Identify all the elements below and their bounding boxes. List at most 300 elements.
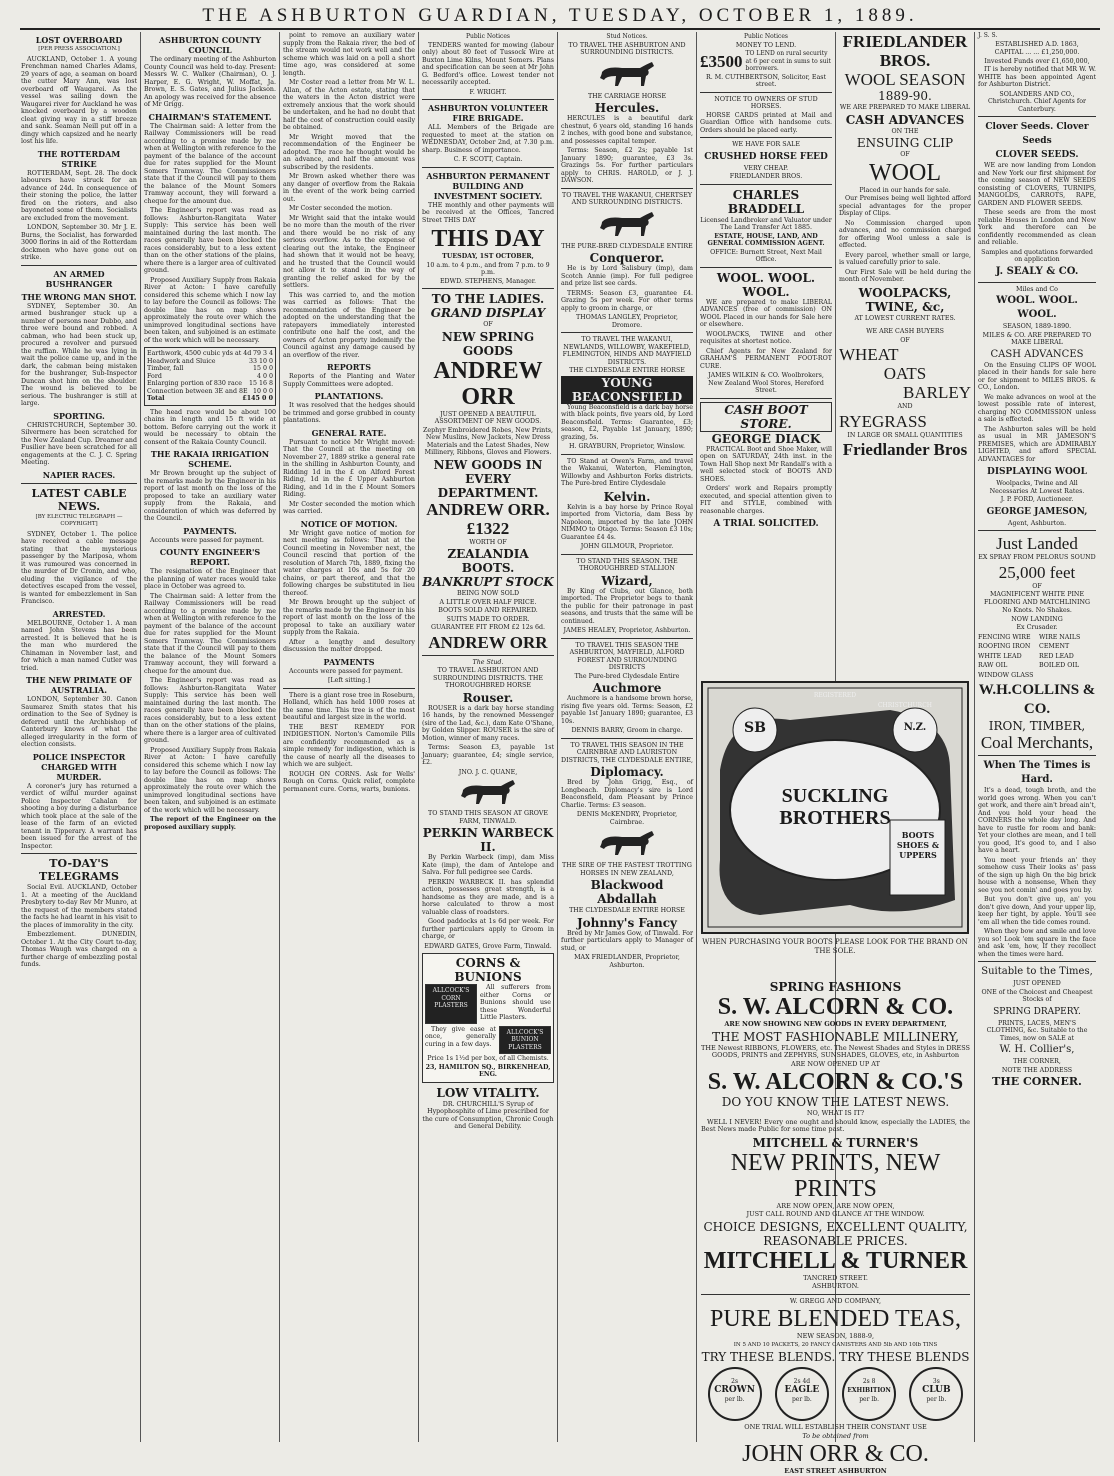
ad-text: ONE of the Choicest and Cheapest Stocks of xyxy=(981,988,1093,1003)
horse-name: Diplomacy. xyxy=(590,765,664,779)
notice: MONEY TO LEND. xyxy=(735,41,797,49)
table-row: Earthwork, 4500 cubic yds at 4d 79 3 4 xyxy=(147,350,273,357)
notice: PERKIN WARBECK II. has splendid action, possesses great strength, is a handsome as they are made, and is a horse calculated to throw a most valuable class of roadsters. xyxy=(422,878,554,916)
ad-text: ARE NOW SHOWING NEW GOODS IN EVERY DEPARTMENT, xyxy=(724,1020,947,1028)
ad-text: THE CORNER, xyxy=(1013,1058,1061,1065)
notice: Kelvin is a bay horse by Prince Royal imported from Victoria, dam Bess by Napoleon, imported by the late JOHN NIMMO to Otago. Terms: Season £3 10s; Guarantee £4 4s. xyxy=(561,503,693,541)
headline: GENERAL RATE. xyxy=(311,427,387,438)
ad-text: A LITTLE OVER HALF PRICE. xyxy=(439,598,537,606)
notice: Chief Agents for New Zealand for GRAHAM'S PERMANENT FOOT-ROT CURE. xyxy=(700,347,832,370)
tea-badge: 2s CROWN per lb. xyxy=(708,1367,762,1421)
column-council xyxy=(141,32,279,1442)
headline: ARRESTED. xyxy=(52,608,106,619)
notice: TO TRAVEL THE ASHBURTON AND SURROUNDING DISTRICTS. xyxy=(568,41,686,56)
article: The Engineer's report was read as follows: Ashburton-Rangitata Water Supply: This service has been well maintained during the last month. The races generally have been blocked the races considerably, but to a less extent than on the other stations of the plains, where there is a larger area of cultivated ground. xyxy=(144,207,276,274)
article: AUCKLAND, October 1. A young Frenchman named Charles Adams, 29 years of age, a seaman on board the cutter Mary Ann, was lost overboard off Waugarei. As the vessel was sailing down the Waugarei river for Auckland he was knocked overboard by a wooden cleat giving way in a stiff breeze and sank. Seaman Neill put off in a dingy which capsized and he nearly lost his life. xyxy=(21,55,137,145)
divider xyxy=(21,853,137,854)
ad-text: Our Premises being well lighted afford special advantages for the proper Display of Clips. xyxy=(839,195,971,217)
ad-text: We make advances on wool at the lowest possible rate of interest, charging NO COMMISSION unless a sale is effected. xyxy=(978,393,1096,423)
article: A coroner's jury has returned a verdict of wilful murder against Police Inspector Cahalan for shooting a boy during a disturbance which took place at the sale of the lease of the farm of an evicted tenant in Tipperary. A warrant has been issued for the arrest of the Inspector. xyxy=(21,782,137,850)
headline: WOOL. WOOL. WOOL. xyxy=(716,270,816,299)
ad-text: PRINTS, LACES, MEN'S CLOTHING, &c. Suitable to the Times, now on SALE at xyxy=(986,1019,1088,1042)
headline: THE WRONG MAN SHOT. xyxy=(21,291,137,302)
headline: ZEALANDIA BOOTS. xyxy=(447,547,529,575)
masthead: THE ASHBURTON GUARDIAN, TUESDAY, OCTOBER 1, 1889. xyxy=(20,4,1100,30)
headline: THE CORNER. xyxy=(992,1075,1082,1088)
ad-text: SUITS MADE TO ORDER. xyxy=(446,615,530,623)
column-notices-right xyxy=(697,32,835,529)
article: MELBOURNE, October 1. A man named John Stevens has been arrested. It is believed that he is the man who murdered the Chinaman in November last, and for which a man named Cutler was tried. xyxy=(21,619,137,672)
headline: THE NEW PRIMATE OF AUSTRALIA. xyxy=(25,675,133,695)
horse-icon xyxy=(592,828,662,860)
headline: LOW VITALITY. xyxy=(436,1085,540,1100)
divider xyxy=(700,398,832,399)
year: 1889-90. xyxy=(878,89,932,103)
ad-text: ARE NOW OPENED UP AT xyxy=(791,1059,880,1068)
signature: THOMAS LANGLEY, Proprietor, Dromore. xyxy=(575,314,679,329)
ad-text: TANCRED STREET. xyxy=(803,1273,868,1282)
notice: The Pure-bred Clydesdale Entire xyxy=(574,672,680,680)
headline: NOTICE OF MOTION. xyxy=(300,518,398,529)
notice: ESTATE, HOUSE, LAND, AND GENERAL COMMISSION AGENT. xyxy=(707,232,825,247)
ad-text: WE ARE PREPARED TO MAKE LIBERAL xyxy=(839,104,971,111)
ad-text: Ex Crusader. xyxy=(1016,624,1058,631)
notice: THE SIRE OF THE FASTEST TROTTING HORSES IN NEW ZEALAND, xyxy=(562,862,692,877)
ad-text: ONE TRIAL WILL ESTABLISH THEIR CONSTANT USE xyxy=(744,1423,927,1431)
advertiser-name: GEORGE JAMESON, xyxy=(986,506,1088,517)
ad-text: 23, HAMILTON SQ., BIRKENHEAD, ENG. xyxy=(425,1063,551,1078)
ad-text: JUST CALL ROUND AND GLANCE AT THE WINDOW. xyxy=(746,1210,925,1218)
article: SYDNEY, October 1. The police have received a cable message stating that the mysterious passenger by the Mariposa, whom it was rumoured was concerned in the murder of Dr Cronin, and who, eluding the vigilance of the detectives escaped from the vessel, is wanted for embezzlement in San Francisco. xyxy=(21,530,137,605)
ad-text: WE ARE CASH BUYERS xyxy=(866,328,944,335)
goods-list xyxy=(978,634,1096,680)
text: J. S. S. xyxy=(978,32,998,39)
article: ROTTERDAM, Sept. 28. The dock labourers have struck for an advance of 24d. In consequence of their stoning the police, the latter fired on the rioters, and also bayoneted some of them. Socialists are excluded from the movement. xyxy=(21,169,137,222)
article: The ordinary meeting of the Ashburton County Council was held to-day. Present: Messrs W. C. Walker (Chairman), O. J. Harper, E. G. Wright, W. Moffat, Ja. Brown, E. S. Gates, and Julius Jackson. An apology was received for the absence of Mr Grigg. xyxy=(144,56,276,108)
divider xyxy=(422,655,554,656)
plaster-label: ALLCOCK'S BUNION PLASTERS xyxy=(499,1026,551,1055)
article: Mr Brown asked whether there was any danger of overflow from the Rakaia in the event of the work being carried out. xyxy=(283,173,415,203)
ad-text: IN 5 AND 10 PACKETS, 20 FANCY CANISTERS AND 5lb AND 10lb TINS xyxy=(733,1341,938,1348)
notice: NOTICE TO OWNERS OF STUD HORSES. xyxy=(714,95,818,110)
article: Mr Wright said that the intake would be no more than the mouth of the river and there would be no risk of any serious overflow. As to the expense of clearing out the intake, the Engineer had shown that it would not be heavy, and he trusted that the Council would not allow it to stand in the way of granting the relief asked for by the settlers. xyxy=(283,214,415,289)
notice: HORSE CARDS printed at Mail and Guardian Office with handsome cuts. Orders should be placed early. xyxy=(700,111,832,134)
article: Mr Brown brought up the subject of the remarks made by the Engineer in his report of last month on the loss of the proposed to take an auxiliary water supply from the Rakaia, and consideration of which was deferred by the Council. xyxy=(144,470,276,522)
headline: BANKRUPT STOCK xyxy=(422,575,554,589)
notice: TERMS: Season £3, guarantee £4. Grazing 5s per week. For other terms apply to groom in charge, or xyxy=(561,289,693,312)
notice: THE CARRIAGE HORSE xyxy=(587,92,667,100)
headline: ASHBURTON VOLUNTEER FIRE BRIGADE. xyxy=(427,103,549,123)
headline: SPORTING. xyxy=(53,410,105,421)
advertiser-name: ANDREW ORR. xyxy=(426,499,550,519)
ad-text: DR. CHURCHILL'S Syrup of Hypophosphite of Lime prescribed for the cure of Consumption, Chronic Cough and General Debility. xyxy=(422,1100,554,1130)
divider xyxy=(700,184,832,185)
divider xyxy=(978,282,1096,283)
divider xyxy=(561,554,693,555)
headline: GRAND DISPLAY xyxy=(430,306,546,320)
divider xyxy=(701,1294,970,1295)
notice: TO TRAVEL ASHBURTON AND SURROUNDING DISTRICTS. THE THOROUGHBRED HORSE xyxy=(433,667,543,689)
headline: LATEST CABLE NEWS. xyxy=(31,486,127,513)
advertiser-name: S. W. ALCORN & CO.'S xyxy=(707,1069,964,1095)
notice: Bred by John Grigg, Esq., of Longbeach. Diplomacy's sire is Lord Beaconsfield, dam Pleasant by Prince Charlie. Terms: £3 season. xyxy=(561,779,693,809)
article: The report of the Engineer on the proposed auxiliary supply. xyxy=(144,816,276,831)
list-item: RAW OIL xyxy=(978,662,1008,669)
divider xyxy=(561,638,693,639)
advertiser-name: MITCHELL & TURNER'S xyxy=(752,1135,919,1150)
table-row: Connection between 3E and 8E 10 0 0 xyxy=(147,387,273,395)
poem: But you don't give up, an' you don't give down, And your upper lip, keep her tight, by apple. You'll see 'em all when the tide comes round. xyxy=(978,896,1096,926)
signature: Agent, Ashburton. xyxy=(1007,519,1067,527)
ad-text: OF xyxy=(1032,582,1042,590)
poem: It's a dead, tough broth, and the world goes wrong. When you can't get work, and there ain't bread ain't, And you hold your head the CORNERS the whole day long. And have to rustle for room and bank: Yet your clothes are mean, and I tell you good, It's good to, and I also have a heart. xyxy=(978,787,1096,854)
ad-text: MILES & CO. ARE PREPARED TO MAKE LIBERAL xyxy=(982,331,1092,346)
headline: WHEAT xyxy=(839,345,899,364)
headline: SPRING FASHIONS xyxy=(769,980,902,994)
ad-text: THE Newest RIBBONS, FLOWERS, etc. The Newest Shades and Styles in DRESS GOODS, PRINTS and ZEPHYRS, SUNSHADES, GLOVES, etc, in Ashburton xyxy=(701,1043,970,1059)
article: Proposed Auxiliary Supply from Rakaia River at Acton: I have carefully considered this scheme which I now lay to lay before the Council as follows: The double line has on map shows approximately the route over which the unimproved longitudinal sections have been taken, and subjoined is an estimate of the work which will be necessary. xyxy=(144,276,276,344)
horse-name: Johnny's Fancy xyxy=(576,915,678,930)
headline: RYEGRASS xyxy=(839,411,927,431)
article: The head race would be about 100 chains in length and 15 ft wide at bottom. Before carrying out the work it would be necessary to obtain the consent of the Rakaia County Council. xyxy=(144,408,276,446)
divider xyxy=(422,99,554,100)
article: SYDNEY, September 30. An armed bushranger stuck up a number of persons near Dubbo, and three were bound and robbed. A cabman, who had been stuck up, procured a revolver and pursued the ruffian. While he was lying in wait the police came up, and in the dark, the cabman being mistaken for the bushranger, Sub-Inspector Duncan shot him on the shoulder. The wound is believed to be serious. The bushranger is still at large. xyxy=(21,302,137,407)
table-row: Enlarging portion of 830 race 15 16 8 xyxy=(147,380,273,387)
article: Accounts were passed for payment. xyxy=(289,667,403,675)
ad-text: EAST STREET ASHBURTON xyxy=(784,1467,887,1475)
headline: CASH ADVANCES xyxy=(845,112,965,127)
ad-text: They give ease at once, generally curing in a few days. xyxy=(425,1025,496,1048)
article: The resignation of the Engineer that the planning of water races would take place in October was agreed to. xyxy=(144,568,276,590)
article: point to remove an auxiliary water supply from the Rakaia river, the bed of the stream would not work well and the scheme which was laid on a poll a short time ago, was considered at some length. xyxy=(283,32,415,77)
headline: CASH BOOT STORE. xyxy=(700,402,832,432)
ad-text: OF xyxy=(900,151,910,158)
notice: By Perkin Warbeck (imp), dam Miss Kate (imp), the dam of Antelope and Salva. For full pedigree see Cards. xyxy=(422,854,554,876)
text: OF xyxy=(483,321,493,328)
ad-text: Samples and quotations forwarded on application xyxy=(981,248,1093,263)
notice: By King of Clubs, out Glance, both imported. The Proprietor begs to thank the public for their patronage in past seasons, and trusts that the same will be continued. xyxy=(561,587,693,625)
advertiser-name: GEORGE DIACK xyxy=(711,431,821,446)
divider xyxy=(561,332,693,333)
divider xyxy=(283,688,415,689)
ad-text: Zephyr Embroidered Robes, New Prints, New Muslins, New Jackets, New Dress Materials and the Latest Shades, New Millinery, Ribbons, Gloves and Flowers. xyxy=(423,426,553,456)
signature: H. GRAYBURN, Proprietor, Winslow. xyxy=(568,443,686,450)
article: Accounts were passed for payment. xyxy=(150,536,264,544)
divider xyxy=(561,188,693,189)
horse-name: Kelvin. xyxy=(603,489,651,504)
ad-text: Invested Funds over £1,650,000, xyxy=(984,57,1090,65)
notice: TO TRAVEL THE WAKANUI, CHERTSEY AND SURROUNDING DISTRICTS. xyxy=(562,191,692,206)
date: TUESDAY, 1ST OCTOBER, xyxy=(442,253,534,260)
article: THE BEST REMEDY FOR INDIGESTION. Norton's Camomile Pills are confidently recommended as a simple remedy for indigestion, which is the cause of nearly all the diseases to which we are subject. xyxy=(283,723,415,768)
corns-ad xyxy=(422,953,554,1083)
list-item: WINDOW GLASS xyxy=(978,671,1034,679)
article: ROUGH ON CORNS. Ask for Wells' Rough on Corns. Quick relief, complete permanent cure. Corns, warts, bunions. xyxy=(283,770,415,793)
advertiser-name: JOHN ORR & CO. xyxy=(742,1441,929,1467)
divider xyxy=(422,167,554,168)
article: It was resolved that the hedges should be trimmed and gorse grubbed in county plantations. xyxy=(283,402,415,424)
this-day-heading: THIS DAY xyxy=(431,226,545,252)
ad-text: Placed in our hands for sale. xyxy=(859,186,951,194)
article: Mr Coster seconded the motion. xyxy=(289,205,393,212)
horse-name: YOUNG BEACONSFIELD xyxy=(561,376,693,404)
signature: C. F. SCOTT, Captain. xyxy=(453,156,523,163)
headline: LOST OVERBOARD xyxy=(35,35,123,45)
article: Mr Wright moved that the recommendation of the Engineer be adopted. The race he thought would be an advance, and half the amount was subscribed by the residents. xyxy=(283,133,415,171)
column-public-notices xyxy=(419,32,557,1442)
section-label: The Stud. xyxy=(472,658,504,666)
article: Mr Wright gave notice of motion for next meeting as follows: That at the Council meeting in November next, the Council rescind that portion of the resolution of March 7th, 1889, fixing the water charges at 10s and 5s for 20 chains, or part thereof, and that the following charges be substituted in lieu thereof. xyxy=(283,529,415,597)
source: [BY ELECTRIC TELEGRAPH — COPYRIGHT] xyxy=(35,513,123,527)
divider xyxy=(561,454,693,455)
headline: OATS xyxy=(883,364,927,383)
ad-text: CHOICE DESIGNS, EXCELLENT QUALITY, REASONABLE PRICES. xyxy=(703,1219,968,1248)
notice: Bred by Mr James Gow, of Tinwald. For further particulars apply to Manager of stud, or xyxy=(561,929,693,952)
article: Pursuant to notice Mr Wright moved: That the Council at the meeting on November 27, 1889 strike a general rate in the shilling in Ashburton County, and Ridding 1d in the £ on Alford Forest Riding, 1d in the £ Upper Ashburton Riding, and 1d in the £ Mount Somers Riding. xyxy=(283,438,415,498)
section-label: Public Notices xyxy=(743,33,789,40)
signature: JAMES WILKIN & CO. Woolbrokers, New Zealand Wool Stores, Hereford Street. xyxy=(708,372,824,394)
headline: NEW PRINTS, NEW PRINTS xyxy=(730,1149,941,1202)
signature: R. M. CUTHBERTSON, Solicitor, East street. xyxy=(705,73,827,88)
ad-text: On the Ensuing CLIPS OF WOOL placed in their hands for sale here or for shipment to MILES BROS. & CO., London. xyxy=(978,361,1096,391)
advertiser-name: MITCHELL & TURNER xyxy=(703,1247,968,1274)
article: Mr Brown brought up the subject of the remarks made by the Engineer in his report of last month on the loss of the proposal to take an auxiliary water supply from the Rakaia. xyxy=(283,599,415,636)
ad-text: No Knots. No Shakes. xyxy=(1002,607,1072,614)
poem-title: When The Times is Hard. xyxy=(983,760,1091,785)
headline: DO YOU KNOW THE LATEST NEWS. xyxy=(721,1095,950,1109)
headline: DISPLAYING WOOL xyxy=(987,467,1087,477)
ad-text: BOOTS SOLD AND REPAIRED. xyxy=(438,607,538,614)
divider xyxy=(21,265,137,266)
advertiser-name: S. W. ALCORN & CO. xyxy=(717,994,954,1020)
divider xyxy=(978,530,1096,531)
horse-name: Wizard, xyxy=(601,573,653,588)
ad-text: JUST OPENED A BEAUTIFUL ASSORTMENT OF NEW GOODS. xyxy=(434,410,542,425)
logo-text: SUCKLING BROTHERS xyxy=(779,785,891,829)
source: [PER PRESS ASSOCIATION.] xyxy=(38,46,120,52)
list-item: FENCING WIRE xyxy=(978,633,1031,641)
ad-text: NOTE THE ADDRESS xyxy=(1001,1066,1073,1074)
hours: 10 a.m. to 4 p.m., and from 7 p.m. to 9 p.m. xyxy=(426,261,550,276)
notice: THE CLYDESDALE ENTIRE HORSE xyxy=(569,907,685,914)
headline: WOOL xyxy=(869,159,941,186)
ad-text: WE are now landing from London and New York our first shipment for the coming season of NEW SEEDS consisting of CLOVERS, TURNIPS, MANGOLDS, CARROTS, RAPE, GARDEN AND FLOWER SEEDS. xyxy=(978,162,1096,207)
headline: THE ROTTERDAM STRIKE xyxy=(37,148,121,169)
advertiser-name: W.H.COLLINS & CO. xyxy=(978,682,1096,717)
notice: TO TRAVEL THIS SEASON IN THE CAIRNBRAE AND LAURISTON DISTRICTS, THE CLYDESDALE ENTIRE, xyxy=(561,741,693,764)
headline: WOOL. WOOL. WOOL. xyxy=(996,295,1078,320)
article: This was carried to, and the motion was carried as follows: That the recommendation of the Engineer be adopted on the understanding that the ratepayers immediately interested contribute one half the cost, and the owners of Acton property indemnify the Council against any damage caused by an overflow of the river. xyxy=(283,291,415,359)
plaster-label: ALLCOCK'S CORN PLASTERS xyxy=(425,984,477,1024)
notice: Auchmore is a handsome brown horse, rising five years old. Terms: Season, £2 payable 1st January 1890; guarantee, £3 10s. xyxy=(561,695,693,725)
article: After a lengthy and desultory discussion the matter dropped. xyxy=(283,638,415,653)
notice: VERY CHEAP. xyxy=(743,164,789,172)
ad-text: THE MOST FASHIONABLE MILLINERY, xyxy=(712,1029,959,1044)
list-item: CEMENT xyxy=(1039,643,1070,650)
table-row: Total £145 0 0 xyxy=(147,395,273,402)
notice: TO TRAVEL THE WAKANUI, NEWLANDS, WILLOWBY, WAKEFIELD, FLEMINGTON, HINDS AND MAYFIELD DISTRICTS. xyxy=(562,336,692,366)
horse-icon xyxy=(453,778,523,808)
table-row: Headwork and Sluice 33 10 0 xyxy=(147,357,273,365)
article: Embezzlement. DUNEDIN, October 1. At the City Court to-day, Thomas Waugh was charged on a further charge of embezzling postal funds. xyxy=(21,931,137,968)
headline: TO-DAY'S TELEGRAMS xyxy=(39,857,119,883)
divider xyxy=(978,755,1096,756)
horse-icon xyxy=(592,209,662,241)
list-item: ROOFING IRON xyxy=(978,643,1031,650)
ad-text: GUARANTEE FIT FROM £2 12s 6d. xyxy=(431,624,545,631)
ad-text: CAPITAL ... ... £1,250,000. xyxy=(994,49,1080,56)
headline: Suitable to the Times, xyxy=(981,966,1093,977)
notice: HERCULES is a beautiful dark chestnut, 6 years old, standing 16 hands 2 inches, with good bone and substance, and possesses capital temper. xyxy=(561,115,693,145)
advertiser-name: W. H. Collier's, xyxy=(999,1044,1075,1055)
headline: IRON, TIMBER, xyxy=(988,719,1086,733)
horse-icon xyxy=(592,59,662,91)
tea-badge: 2s 4d EAGLE per lb. xyxy=(775,1367,829,1421)
headline: 25,000 feet xyxy=(998,562,1076,582)
headline: PLANTATIONS. xyxy=(314,391,384,401)
logo-text: N.Z. xyxy=(903,722,927,733)
list-item: WIRE NAILS xyxy=(1039,633,1081,641)
ad-text: NOW LANDING xyxy=(1011,615,1063,623)
ad-text: IT is hereby notified that MR W. W. WHITE has been appointed Agent for Ashburton District. xyxy=(978,66,1096,88)
ad-text: TRY THESE BLENDS. TRY THESE BLENDS xyxy=(701,1350,970,1364)
article: Mr Coster seconded the motion which was carried. xyxy=(283,500,415,515)
table-row: Ford 4 0 0 xyxy=(147,372,273,380)
headline: A TRIAL SOLICITED. xyxy=(713,519,819,529)
column-far-right xyxy=(975,32,1099,1442)
headline: Coal Merchants, xyxy=(980,733,1094,752)
ad-text: All sufferers from either Corns or Bunions should use these Wonderful Little Plasters. xyxy=(480,984,551,1021)
section-label: Public Notices xyxy=(465,33,511,40)
section-label: Stud Notices. xyxy=(606,33,648,40)
horse-name: Conqueror. xyxy=(589,251,665,265)
amount: £3500 xyxy=(700,51,743,71)
ad-text: Every parcel, whether small or large, is valued carefully prior to sale. xyxy=(839,251,971,266)
signature: EDWD. STEPHENS, Manager. xyxy=(439,277,537,285)
advertiser-name: ANDREW ORR xyxy=(428,632,548,652)
notice: THE monthly and other payments will be received at the Offices, Tancred Street THIS DAY xyxy=(422,201,554,224)
ad-text: Our First Sale will be held during the month of November. xyxy=(839,268,971,283)
logo-text: REGISTERED xyxy=(813,692,857,699)
column-friedlander xyxy=(836,32,974,682)
divider xyxy=(422,288,554,289)
signature: MAX FRIEDLANDER, Proprietor, Ashburton. xyxy=(574,954,680,969)
advertiser-name: Friedlander Bros xyxy=(842,440,968,459)
headline: NEW GOODS IN EVERY DEPARTMENT. xyxy=(433,457,543,500)
ad-text: To be obtained from xyxy=(802,1431,869,1440)
notice: ALL Members of the Brigade are requested to meet at the station on WEDNESDAY, October 2nd, at 7.30 p.m. sharp. Business of importance. xyxy=(422,124,554,154)
headline: WOOL SEASON xyxy=(844,70,966,89)
divider xyxy=(700,267,832,268)
article: CHRISTCHURCH, September 30. Silvermere has been scratched for the New Zealand Cup. Dreamer and Fusilier have been scratched for all engagements at the C. J. C. Spring Meeting. xyxy=(21,421,137,466)
list-item: RED LEAD xyxy=(1039,652,1074,660)
advertiser-name: FRIEDLANDER BROS. xyxy=(842,32,968,70)
ad-text: IN LARGE OR SMALL QUANTITIES xyxy=(847,431,963,439)
notice: He is by Lord Salisbury (imp), dam Scotch Annie (imp). For full pedigree and prize list see cards. xyxy=(561,265,693,287)
headline: Just Landed xyxy=(996,534,1078,553)
ad-text: MAGNIFICENT WHITE PINE FLOORING AND MATCHLINING xyxy=(983,591,1091,606)
notice: Young Beaconsfield is a dark bay horse with black points, five years old, by Lord Beaconsfield. Terms: Guarantee, £3; season, £2, Payable 1st January, 1890; grazing, 5s. xyxy=(561,403,693,441)
article: LONDON, September 30. Canon Saumarez Smith states that his ordination to the See of Sydney is deferred until the Archbishop of Canterbury knows of what the alleged irregularity in the form of election consists. xyxy=(21,696,137,748)
signature: F. WRIGHT. xyxy=(469,88,507,96)
signature: J. P. FORD, Auctioneer. xyxy=(1000,496,1074,503)
notice: Terms: Season £3, payable 1st January; guarantee, £4; single service, £2. xyxy=(422,744,554,766)
ad-text: OF xyxy=(900,336,910,344)
divider xyxy=(978,961,1096,962)
advertiser-name: CHARLES BRADDELL xyxy=(727,187,805,216)
notice: WOOLPACKS, TWINE and other requisites at shortest notice. xyxy=(700,330,832,345)
notice: Terms: Season, £2 2s; payable 1st January 1890; guarantee, £3 3s. Grazings 5s. For further particulars apply to CHRIS. HAROLD, or J. J. DAWSON. xyxy=(561,147,693,184)
amount: £1322 xyxy=(466,518,510,538)
article: The Chairman said: A letter from the Railway Commissioners will be read according to a promise made by me when at Wellington with reference to the payment of the balance of the account due for rates supplied for the Mount Somers Tramway. The Commissioners state that if the Council will pay to them the balance of the Mount Somers Tramway account, they will forward a cheque for the amount due. xyxy=(144,592,276,675)
signature: JOHN GILMOUR, Proprietor. xyxy=(580,543,674,550)
signature: JNO. J. C. QUANE, xyxy=(458,768,518,776)
signature: JAMES HEALEY, Proprietor, Ashburton. xyxy=(563,627,691,634)
article: The Chairman said: A letter from the Railway Commissioners will be read according to a promise made by me when at Wellington with reference to the payment of the balance of the account due for rates supplied for the Mount Somers Tramway. The Commissioners state that if the Council will pay to them the balance of the Mount Somers Tramway account, they will forward a cheque for the amount due. xyxy=(144,122,276,205)
advertiser-name: J. SEALY & CO. xyxy=(995,265,1079,277)
poem: When they bow and smile and love you so! Look 'em square in the face and ask 'em, how, If they recollect when the times were hard. xyxy=(978,928,1096,958)
signature: FRIEDLANDER BROS. xyxy=(729,173,803,180)
ad-text: The Ashburton sales will be held as usual in MR JAMESON'S PREMISES, which are ADMIRABLY LIGHTED, and afford SPECIAL ADVANTAGES for xyxy=(978,425,1096,463)
notice: TO TRAVEL THIS SEASON THE ASHBURTON, MAYFIELD, ALFORD FOREST AND SURROUNDING DISTRICTS xyxy=(569,641,685,671)
headline: REPORTS xyxy=(327,362,371,372)
article: [Left sitting.] xyxy=(327,677,371,684)
headline: PAYMENTS. xyxy=(183,525,237,536)
divider xyxy=(21,483,137,484)
ad-text: SOLANDERS AND CO., Christchurch. Chief Agents for Canterbury. xyxy=(987,90,1087,113)
ad-text: Miles and Co xyxy=(1016,285,1058,293)
ad-text: BEING NOW SOLD xyxy=(456,590,520,597)
horse-name: PERKIN WARBECK II. xyxy=(422,826,554,854)
ad-text: EX SPRAY FROM PELORUS SOUND xyxy=(978,554,1096,561)
headline: CASH ADVANCES xyxy=(990,348,1084,360)
horse-name: Rouser. xyxy=(462,690,514,705)
headline: WOOLPACKS, TWINE, &c, xyxy=(858,285,952,314)
ad-text: No Commission charged upon advances, and no commission charged for offering Wool unless a sale is effected. xyxy=(839,219,971,249)
ad-text: NEW SEASON, 1888-9, xyxy=(796,1332,875,1340)
ad-text: ARE NOW OPEN, ARE NOW OPEN, xyxy=(776,1201,895,1210)
poem: You meet your friends an' they somehow cuss Their looks as' pass of the sign up high On the big brick house with a nonsense, When they see you not comin' and goes you by. xyxy=(978,856,1096,894)
ad-text: NO, WHAT IS IT? xyxy=(806,1109,865,1117)
headline: ASHBURTON COUNTY COUNCIL xyxy=(158,35,262,55)
headline: POLICE INSPECTOR CHARGED WITH MURDER. xyxy=(32,751,126,782)
headline: CHAIRMAN'S STATEMENT. xyxy=(148,111,272,122)
article: The Engineer's report was read as follows: Ashburton-Rangitata Water Supply: This service has been well maintained during the last month. The races generally have been blocked the races considerably, but to a less extent than on the other stations of the plains, where there is a larger area of cultivated ground. xyxy=(144,677,276,744)
notice: TO STAND THIS SEASON. THE THOROUGHBRED STALLION xyxy=(576,557,678,572)
ad-text: Price 1s 1½d per box, of all Chemists. xyxy=(427,1055,549,1062)
table-row: Timber, fall 15 0 0 xyxy=(147,365,273,372)
headline: THE RAKAIA IRRIGATION SCHEME. xyxy=(150,449,270,469)
ad-text: ESTABLISHED A.D. 1863, xyxy=(995,40,1079,48)
article: LONDON, September 30. Mr J. E. Burns, the Socialist, has forwarded 3000 florins in aid of the Rotterdam dockmen who have gone out on strike. xyxy=(21,224,137,261)
headline: Clover Seeds. Clover Seeds xyxy=(985,122,1089,146)
article: Social Evil. AUCKLAND, October 1. At a meeting of the Auckland Presbytery to-day Rev Mr Munro, at the request of the members stated the facts he had learnt in his visit to the places of immorality in the city. xyxy=(21,884,137,929)
list-item: WHITE LEAD xyxy=(978,652,1022,660)
ad-text: AND xyxy=(897,403,913,410)
column-council-continued xyxy=(280,32,418,1442)
notice: THE CLYDESDALE ENTIRE HORSE xyxy=(569,367,685,374)
divider xyxy=(561,738,693,739)
divider xyxy=(700,137,832,138)
horse-name: Auchmore xyxy=(592,681,662,695)
notice: OFFICE: Burnett Street, Next Mail Office. xyxy=(710,248,822,263)
tea-blends xyxy=(701,1367,970,1421)
ad-text: These seeds are from the most reliable Houses in London and New York and therefore can be confidently recommended as clean and reliable. xyxy=(978,209,1096,246)
notice: PRACTICAL Boot and Shoe Maker, will open on SATURDAY, 24th inst. in the Town Hall Shop next Mr Randall's with a well selected stock of BOOTS AND SHOES. xyxy=(700,445,832,483)
ad-text: WELL I NEVER! Every one ought and should know, especially the LADIES, the Best News made Public for some time past. xyxy=(701,1117,970,1133)
notice: Licensed Landbroker and Valuator under The Land Transfer Act 1885. xyxy=(700,216,832,231)
logo-initials: SB xyxy=(744,720,766,736)
